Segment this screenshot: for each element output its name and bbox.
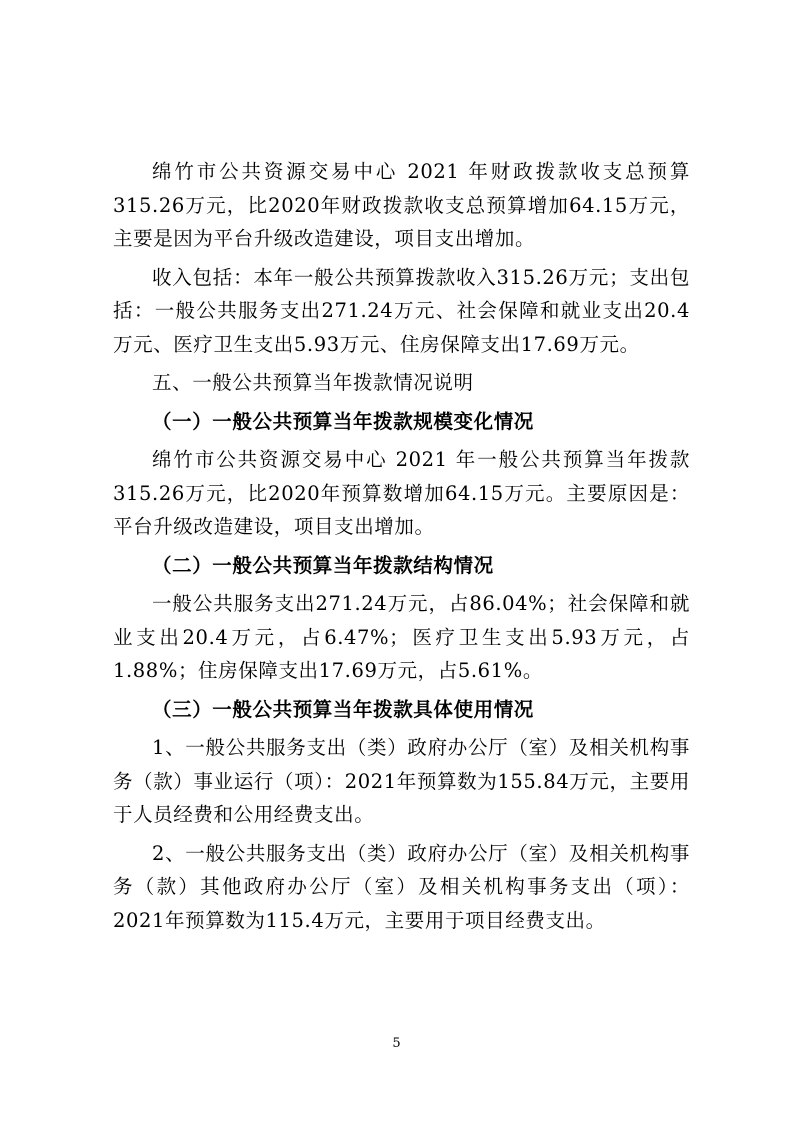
paragraph-income-expenditure: 收入包括：本年一般公共预算拨款收入315.26万元；支出包括：一般公共服务支出271.24万元、社会保障和就业支出20.4万元、医疗卫生支出5.93万元、住房保障支出17.69万元。 [113,265,690,356]
paragraph-usage-item-1: 1、一般公共服务支出（类）政府办公厅（室）及相关机构事务（款）事业运行（项）：2021年预算数为155.84万元，主要用于人员经费和公用经费支出。 [113,736,690,826]
subsection-heading-usage: （三）一般公共预算当年拨款具体使用情况 [152,697,534,721]
paragraph-usage-item-2: 2、一般公共服务支出（类）政府办公厅（室）及相关机构事务（款）其他政府办公厅（室）及相关机构事务支出（项）：2021年预算数为115.4万元，主要用于项目经费支出。 [113,841,690,932]
subsection-heading-scale: （一）一般公共预算当年拨款规模变化情况 [152,409,534,433]
page-number: 5 [392,1036,401,1051]
paragraph-structure: 一般公共服务支出271.24万元，占86.04%；社会保障和就业支出20.4万元，占6.47%；医疗卫生支出5.93万元，占1.88%；住房保障支出17.69万元，占5.61%。 [113,592,690,682]
paragraph-total-budget: 绵竹市公共资源交易中心 2021 年财政拨款收支总预算315.26万元，比2020年财政拨款收支总预算增加64.15万元，主要是因为平台升级改造建设，项目支出增加。 [113,160,690,250]
paragraph-scale-change: 绵竹市公共资源交易中心 2021 年一般公共预算当年拨款315.26万元，比2020年预算数增加64.15万元。主要原因是：平台升级改造建设，项目支出增加。 [113,448,690,538]
document-body [113,155,690,937]
section-heading-five: 五、一般公共预算当年拨款情况说明 [152,371,474,394]
subsection-heading-structure: （二）一般公共预算当年拨款结构情况 [152,553,494,577]
